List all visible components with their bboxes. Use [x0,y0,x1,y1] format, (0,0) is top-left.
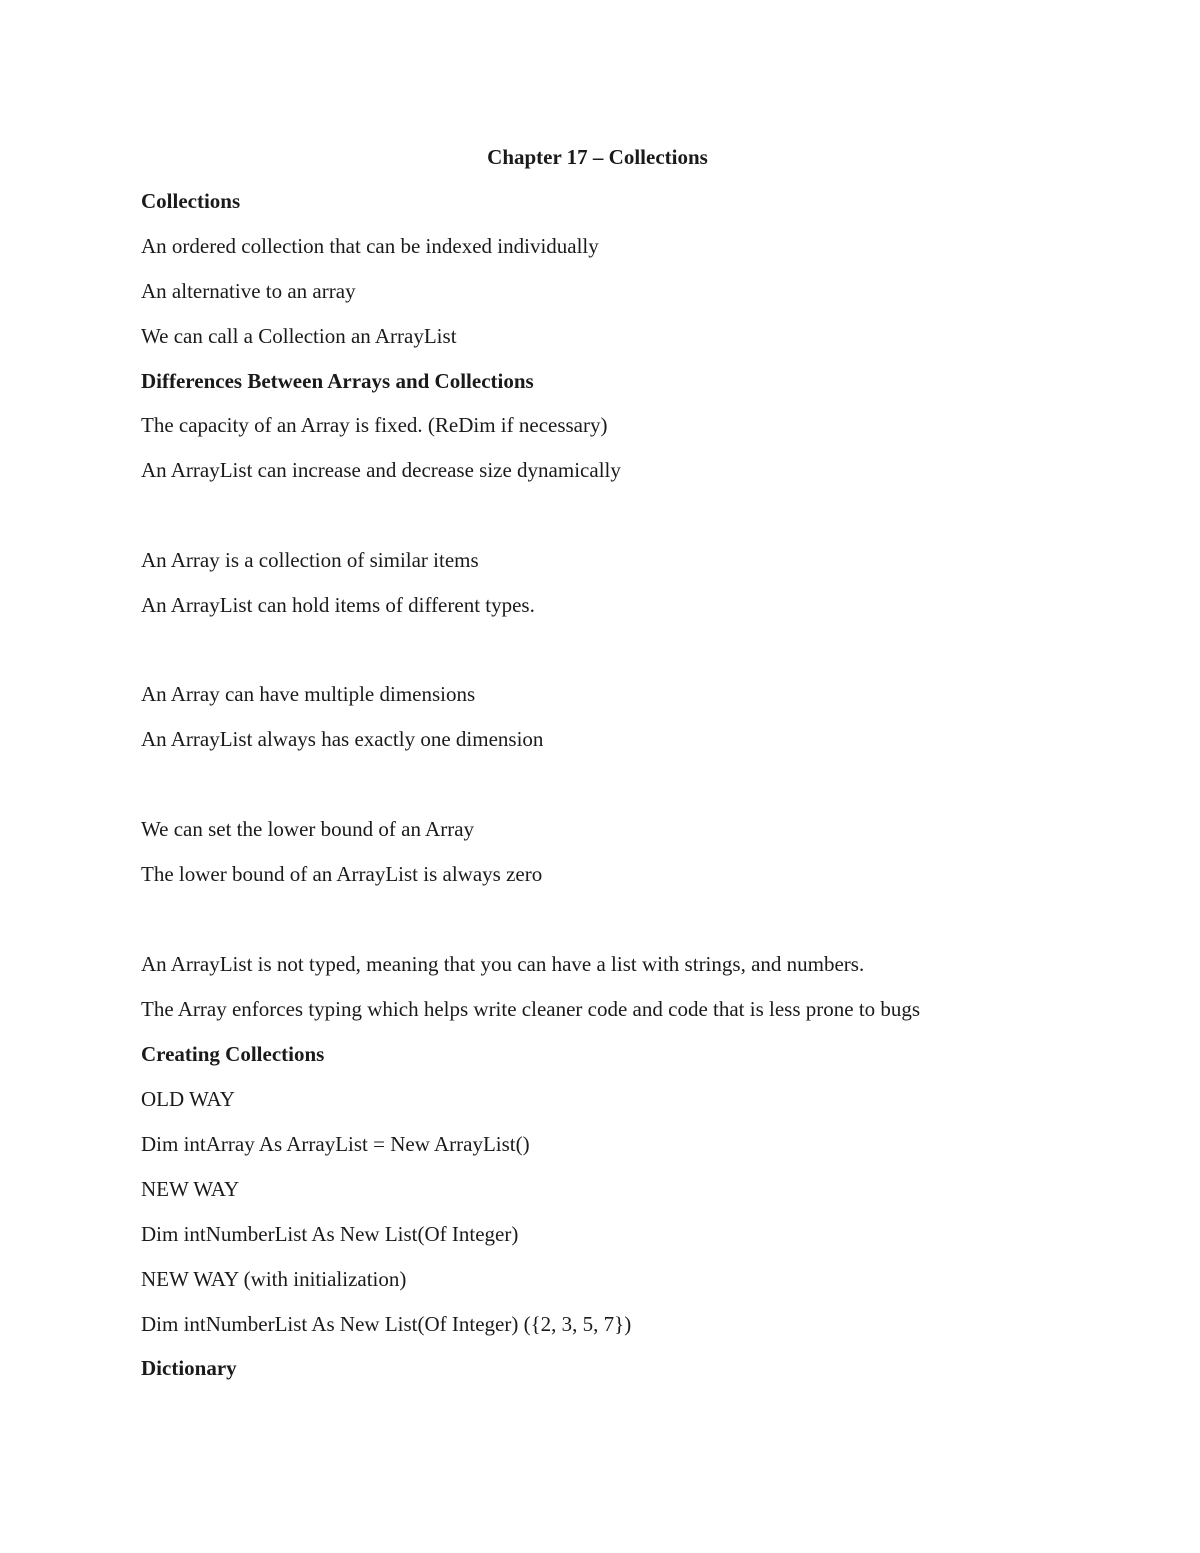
text-line: We can call a Collection an ArrayList [141,324,457,348]
text-line: We can set the lower bound of an Array [141,817,475,841]
text-line: An ordered collection that can be indexed individually [141,234,599,258]
text-line: OLD WAY [141,1087,235,1111]
page-title: Chapter 17 – Collections [487,145,708,169]
heading-dictionary: Dictionary [141,1356,237,1380]
text-line: NEW WAY [141,1177,240,1201]
text-line: An ArrayList is not typed, meaning that you can have a list with strings, and numbers. [141,952,865,976]
text-line: An ArrayList can increase and decrease size dynamically [141,458,621,482]
text-line: NEW WAY (with initialization) [141,1267,407,1291]
code-line: Dim intNumberList As New List(Of Integer) [141,1222,519,1246]
code-line: Dim intNumberList As New List(Of Integer) ({2, 3, 5, 7}) [141,1312,632,1336]
text-line: The capacity of an Array is fixed. (ReDim if necessary) [141,413,608,437]
code-line: Dim intArray As ArrayList = New ArrayList() [141,1132,530,1156]
text-line: An alternative to an array [141,279,356,303]
text-line: An ArrayList can hold items of different types. [141,593,535,617]
heading-differences: Differences Between Arrays and Collections [141,369,534,393]
text-line: An Array can have multiple dimensions [141,682,476,706]
text-line: An ArrayList always has exactly one dimension [141,727,544,751]
text-line: An Array is a collection of similar items [141,548,479,572]
heading-collections: Collections [141,189,241,213]
text-line: The Array enforces typing which helps write cleaner code and code that is less prone to bugs [141,997,921,1021]
heading-creating-collections: Creating Collections [141,1042,325,1066]
text-line: The lower bound of an ArrayList is always zero [141,862,543,886]
